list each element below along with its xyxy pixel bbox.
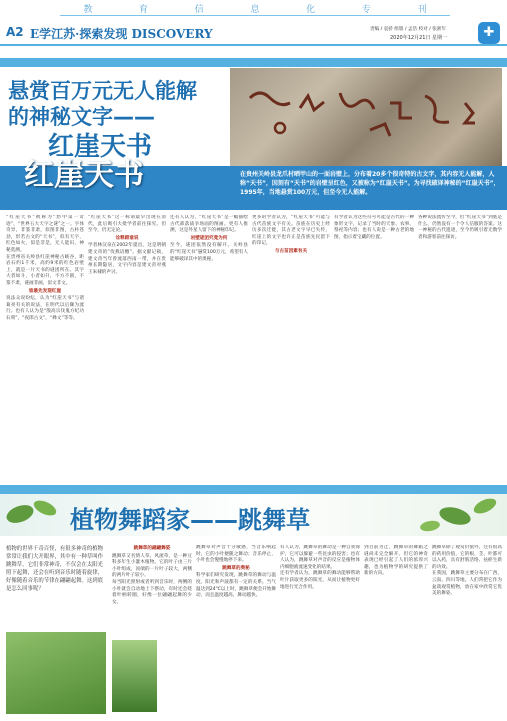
banner-char: 息 <box>250 5 260 15</box>
article1-paragraph: “红崖天书”这一称谓最早出现在清代，此后吸引大批学者前往探究。但至今，仍无定论。 <box>88 215 166 234</box>
banner-char: 育 <box>139 5 149 15</box>
article1-tag-bar <box>0 58 507 75</box>
article2-paragraph: 在我国，跳舞草主要分布在广西、云南、四川等地。人们常把它作为盆栽观赏植物，放在家中欣赏它优美的舞姿。 <box>432 571 502 597</box>
header-top-bar <box>0 0 507 18</box>
cliff-texture-graphic <box>230 68 502 166</box>
article1-title-line2: 的神秘文字—— <box>8 105 155 129</box>
article1-column-3 <box>170 215 248 475</box>
article1-paragraph: 在贵州省关岭县红崖神秘古峡谷，距岩石约1千米，高约9米的红色岩壁上，就是一片天书的谜团所在。其字大者如斗，小者如升，不方不圆，不篆不隶，谜画非画，似文非文。 <box>6 254 84 286</box>
banner-char: 教 <box>83 5 93 15</box>
article2-paragraph: 每当阳光照射或者听到音乐时，两侧的小叶就会自动地上下摆动，有时还会绕着叶柄转圈，好像一位翩翩起舞的少女。 <box>112 579 192 605</box>
article1-paragraph: 还有人认为，“红崖天书”是一幅描绘古代部落战争场面的图画。更有人推测，这是外星人留下的神秘印记。 <box>170 215 248 234</box>
article2-column-2 <box>196 545 276 717</box>
section-title: E学江苏·探索发现 DISCOVERY <box>30 27 213 41</box>
article1-column-6 <box>418 215 502 475</box>
article1-paragraph: 有学者认为这些符号可能是古代的一种象形文字，记录了当时的天象、农事、祭祀等内容；也有人说是一种古老的地图，指示着宝藏的位置。 <box>334 215 414 240</box>
image-overlay-title: 红崖天书 <box>24 158 144 193</box>
article1-tag: ■未解之谜■ <box>8 68 44 75</box>
article2-inline-photo <box>112 640 157 712</box>
article1-column-5 <box>334 215 414 475</box>
article2-title: 植物舞蹈家——跳舞草 <box>70 506 310 534</box>
article1-title-line3: 红崖天书 <box>48 132 153 162</box>
article1-paragraph: 至今，谜团依然没有解开。关岭县的“红崖天书”悬赏100万元，希望有人能够破译其中的奥秘。 <box>170 243 248 262</box>
banner-char: 信 <box>194 5 204 15</box>
article1-column-4 <box>252 215 330 475</box>
article1-paragraph: “红崖天书”被称为“黔中第一奇迹”，“世界五大天字之谜”之一。字体奇异，非篆非隶，似图非图，古朴苍劲，形若古文的“天书”，似有天字，红色如火，似是非是，无人能识，神秘莫测。 <box>6 215 84 253</box>
article2-paragraph: 还有学者认为，跳舞草的舞动能够帮助叶片获取更多的阳光，从而让植物更好地进行光合作用。 <box>280 571 360 590</box>
article1-title-line1: 悬赏百万元无人能解 <box>8 79 197 103</box>
banner-char: 刊 <box>417 5 427 15</box>
cliff-photo <box>230 68 502 166</box>
article2-paragraph: 跳舞草除了观赏价值外，还有很高的药用价值，它的根、茎、叶都可以入药，具有舒筋活络、祛瘀生新的功效。 <box>432 545 502 570</box>
logo-icon: ✚ <box>478 22 500 44</box>
article2-column-3 <box>280 545 360 717</box>
article1-paragraph: 各种说法流传至今，但“红崖天书”到底是什么，仍然没有一个令人信服的答案。这一神秘的古代遗迹，至今仍吸引着无数学者和游客前往探访。 <box>418 215 502 240</box>
article2-column-4 <box>364 545 428 717</box>
date-line: 2020年12月21日 星期一 <box>390 35 448 41</box>
article2-tag-bar <box>0 485 507 494</box>
page-header <box>0 20 507 46</box>
article2-small-photo <box>6 632 106 714</box>
article1-subhead: 谁最先发现红崖 <box>28 288 62 294</box>
article1-subhead: 岩壁谜团究竟为何 <box>190 235 228 241</box>
article1-column-1 <box>6 215 84 475</box>
banner-char: 专 <box>361 5 371 15</box>
article2-lead: 植物的世界千奇百怪，有很多神奇的植物常常让我们大开眼界，其中有一种草叫作跳舞草，它们非常神奇，不仅会在太阳光照下起舞，还会在听到音乐时随着旋律，好像随着音乐的节律在翩翩起舞。这到底是怎么回事呢？ <box>6 546 104 592</box>
article2-paragraph: 跳舞草又名情人草、风流草，是一种豆科多年生小灌木植物。它的叶子由三片小叶组成，顶端的一片叶子较大，两侧的两片叶子较小。 <box>112 553 192 579</box>
article1-paragraph: 更多的学者认为，“红崖天书”可能与古代苗族文字有关。苗族在历史上经历多次迁徙，其古老文字早已失传，红崖上的文字也许正是苗族先民留下的印记。 <box>252 215 330 247</box>
article2-subhead: 跳舞草的奥秘 <box>222 565 250 571</box>
article2-column-5 <box>432 545 502 717</box>
article1-subhead: 与古苗因素有关 <box>274 248 308 254</box>
article1-paragraph: 学者林汉泉在2002年提出，这是明朝建文帝的“伐燕诏檄”。据文献记载，建文帝当年曾流落西南一带，并在贵州长期隐居，文字内容是建文帝对燕王朱棣的声讨。 <box>88 243 166 275</box>
article2-paragraph: 科学家们研究发现，跳舞草的舞动与温度、阳光和声波都有一定的关系。当气温达到24℃以上时，跳舞草便会开始舞动，而且温度越高，舞动越快。 <box>196 573 276 599</box>
article1-summary: 在贵州关岭县龙爪村晒甲山的一面岩壁上，分布着20多个很奇特的古文字，其内容无人能解，人称“天书”，因刻有“天书”的岩壁呈红色，又被称为“红崖天书”。为寻找破译神秘的“红崖天书”，1995年，当地悬赏100万元，但至今无人能解。 <box>240 171 500 196</box>
article2-paragraph: 有人认为，跳舞草的舞动是一种自我保护，它可以躲避一些昆虫的侵害；也有人认为，跳舞草对声音的反应是植物体内细胞液流速变化的结果。 <box>280 545 360 570</box>
editors-line: 责编 / 袁骄 组版 / 孟浩 校对 / 张浙年 <box>370 27 447 32</box>
article2-paragraph: 跳舞草对声音十分敏感，当音乐响起时，它的小叶便随之舞动；音乐停止，小叶也会慢慢地停下来。 <box>196 545 276 564</box>
banner-char: 化 <box>306 5 316 15</box>
header-banner-stripe <box>60 2 450 16</box>
article1-paragraph: 说法众说纷纭，认为“红崖天书”与诸葛亮有关的说法，在明代以后颇为流行。也有人认为是“殷高宗伐鬼方纪功石刻”，“夜郎古文”，“彝文”等等。 <box>6 296 84 321</box>
article1-subhead: 诠释跟谁说 <box>115 235 139 241</box>
article1-column-2 <box>88 215 166 475</box>
page-number: A2 <box>6 25 24 39</box>
article2-paragraph: 到目前为止，跳舞草的舞蹈之谜尚未完全解开。但它的神奇表现已经引起了人们的浓厚兴趣，也为植物学的研究提供了新的方向。 <box>364 545 428 577</box>
article2-subhead: 跳舞草的翩翩舞姿 <box>133 546 171 551</box>
